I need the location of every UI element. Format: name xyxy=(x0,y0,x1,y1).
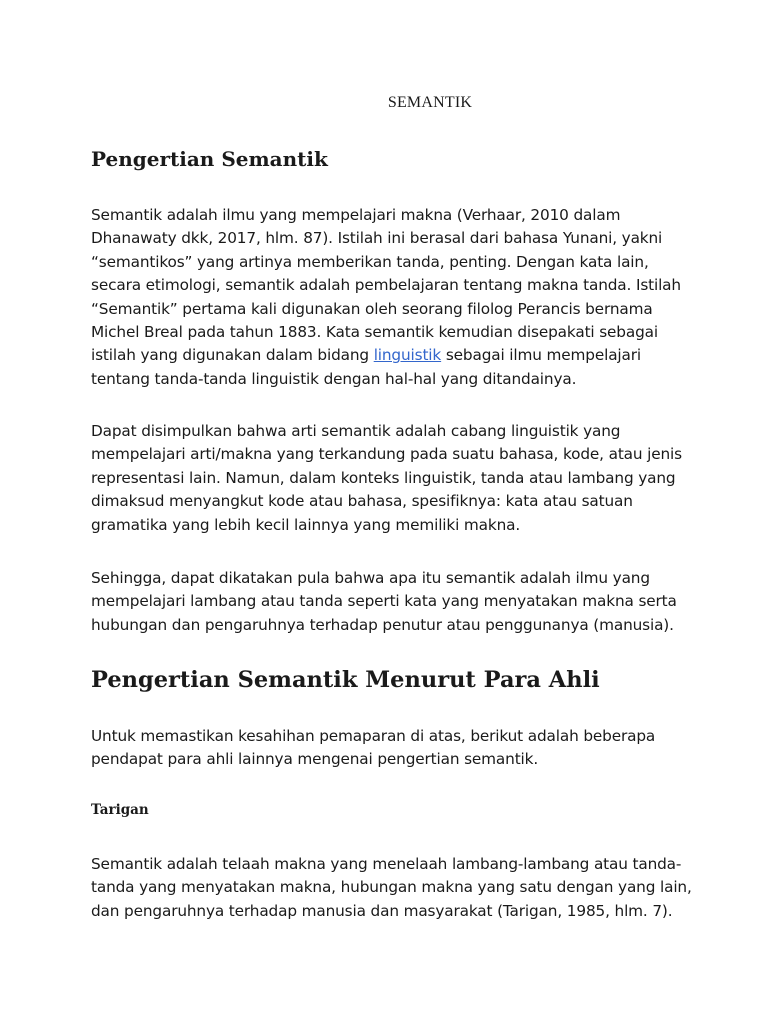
text-line: representasi lain. Namun, dalam konteks linguistik, tanda atau lambang yang xyxy=(91,468,676,487)
text-line: hubungan dan pengaruhnya terhadap penutur atau penggunanya (manusia). xyxy=(91,615,674,634)
text-line: secara etimologi, semantik adalah pembelajaran tentang makna tanda. Istilah xyxy=(91,276,681,295)
paragraph-definition xyxy=(91,204,691,391)
paragraph-summary xyxy=(91,567,691,637)
text-line: mempelajari arti/makna yang terkandung pada suatu bahasa, kode, atau jenis xyxy=(91,445,682,464)
text-line xyxy=(91,344,691,367)
text-line: tanda yang menyatakan makna, hubungan makna yang satu dengan yang lain, xyxy=(91,878,692,897)
text-fragment: istilah yang digunakan dalam bidang xyxy=(91,346,374,365)
text-line: Sehingga, dapat dikatakan pula bahwa apa itu semantik adalah ilmu yang xyxy=(91,569,650,587)
paragraph-tarigan xyxy=(91,853,691,923)
text-line: dan pengaruhnya terhadap manusia dan masyarakat (Tarigan, 1985, hlm. 7). xyxy=(91,901,673,920)
section-heading-pengertian-semantik: Pengertian Semantik xyxy=(91,147,328,171)
text-line: Untuk memastikan kesahihan pemaparan di atas, berikut adalah beberapa xyxy=(91,727,656,745)
text-line: gramatika yang lebih kecil lainnya yang memiliki makna. xyxy=(91,515,521,534)
text-line: mempelajari lambang atau tanda seperti kata yang menyatakan makna serta xyxy=(91,592,677,611)
text-line: Dhanawaty dkk, 2017, hlm. 87). Istilah ini berasal dari bahasa Yunani, yakni xyxy=(91,229,663,248)
text-line: dimaksud menyangkut kode atau bahasa, spesifiknya: kata atau satuan xyxy=(91,492,633,511)
section-heading-menurut-para-ahli: Pengertian Semantik Menurut Para Ahli xyxy=(91,667,600,693)
subheading-tarigan: Tarigan xyxy=(91,802,149,818)
text-line: Dapat disimpulkan bahwa arti semantik adalah cabang linguistik yang xyxy=(91,422,621,440)
text-line: pendapat para ahli lainnya mengenai pengertian semantik. xyxy=(91,750,539,769)
text-line: Semantik adalah ilmu yang mempelajari makna (Verhaar, 2010 dalam xyxy=(91,206,621,224)
text-line: “Semantik” pertama kali digunakan oleh seorang filolog Perancis bernama xyxy=(91,299,653,318)
paragraph-intro-experts xyxy=(91,725,691,772)
text-line: “semantikos” yang artinya memberikan tanda, penting. Dengan kata lain, xyxy=(91,252,649,271)
text-line: Michel Breal pada tahun 1883. Kata semantik kemudian disepakati sebagai xyxy=(91,323,658,342)
paragraph-conclusion xyxy=(91,420,691,537)
text-line: Semantik adalah telaah makna yang menelaah lambang-lambang atau tanda- xyxy=(91,855,682,873)
text-line: tentang tanda-tanda linguistik dengan hal-hal yang ditandainya. xyxy=(91,369,577,388)
linguistik-link[interactable]: linguistik xyxy=(373,346,442,365)
text-fragment: sebagai ilmu mempelajari xyxy=(441,346,641,365)
document-title: SEMANTIK xyxy=(387,94,473,111)
